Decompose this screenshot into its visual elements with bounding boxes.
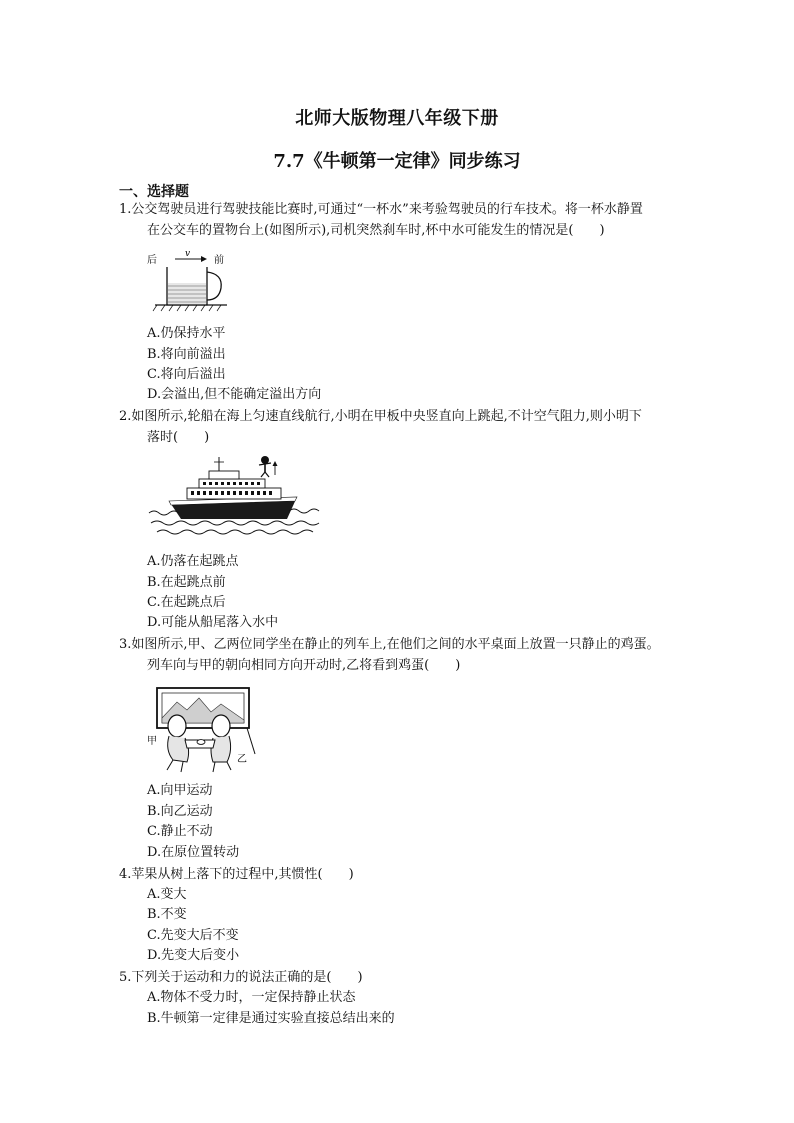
figure-label-jia: 甲 (147, 736, 157, 747)
ship-upper-deck (199, 479, 265, 488)
ship-bridge (209, 471, 239, 479)
egg-icon (197, 740, 205, 745)
question-3-option-b: B.向乙运动 (147, 804, 213, 819)
question-3-option-a: A.向甲运动 (147, 783, 213, 798)
question-2-text-cont: 落时( ) (147, 430, 210, 445)
velocity-arrowhead (201, 256, 207, 262)
section-heading: 一、选择题 (119, 184, 189, 200)
question-1-text: 1.公交驾驶员进行驾驶技能比赛时,可通过“一杯水”来考验驾驶员的行车技术。将一杯水静置 (119, 202, 643, 217)
question-4-option-b: B.不变 (147, 907, 187, 922)
question-1-text-cont: 在公交车的置物台上(如图所示),司机突然刹车时,杯中水可能发生的情况是( ) (147, 223, 605, 238)
question-4-text: 4.苹果从树上落下的过程中,其惯性( ) (119, 867, 354, 882)
question-2-option-d: D.可能从船尾落入水中 (147, 615, 279, 630)
question-3-option-c: C.静止不动 (147, 824, 213, 839)
question-2-option-c: C.在起跳点后 (147, 595, 226, 610)
question-5-text: 5.下列关于运动和力的说法正确的是( ) (119, 970, 363, 985)
figure-label-front: 前 (214, 255, 224, 266)
upward-arrowhead (273, 461, 278, 466)
question-1-option-a: A.仍保持水平 (147, 326, 226, 341)
question-1-option-d: D.会溢出,但不能确定溢出方向 (147, 387, 322, 402)
question-2-text: 2.如图所示,轮船在海上匀速直线航行,小明在甲板中央竖直向上跳起,不计空气阻力,则小明下 (119, 409, 642, 424)
question-5-option-a: A.物体不受力时，一定保持静止状态 (147, 990, 356, 1005)
figure-label-velocity: v (185, 249, 191, 259)
question-5-option-b: B.牛顿第一定律是通过实验直接总结出来的 (147, 1011, 395, 1026)
question-2-option-b: B.在起跳点前 (147, 575, 226, 590)
question-4-option-a: A.变大 (147, 887, 187, 902)
cup-handle (207, 272, 221, 300)
question-2-option-a: A.仍落在起跳点 (147, 554, 239, 569)
question-1-option-c: C.将向后溢出 (147, 367, 226, 382)
train-wall-line (247, 728, 255, 754)
question-4-option-c: C.先变大后不变 (147, 928, 239, 943)
question-3-option-d: D.在原位置转动 (147, 845, 240, 860)
question-4-option-d: D.先变大后变小 (147, 948, 240, 963)
document-subtitle: 7.7《牛顿第一定律》同步练习 (273, 151, 521, 172)
ship-at-sea-figure (147, 451, 327, 536)
figure-label-back: 后 (147, 255, 157, 266)
train-passengers-figure (147, 684, 257, 774)
shelf-hatching (153, 305, 221, 311)
figure-label-yi: 乙 (237, 754, 247, 765)
jumping-person-icon (259, 456, 271, 477)
question-3-text-cont: 列车向与甲的朝向相同方向开动时,乙将看到鸡蛋( ) (147, 658, 461, 673)
document-title: 北师大版物理八年级下册 (295, 108, 499, 129)
question-3-text: 3.如图所示,甲、乙两位同学坐在静止的列车上,在他们之间的水平桌面上放置一只静止的鸡蛋。 (119, 637, 660, 652)
question-1-option-b: B.将向前溢出 (147, 347, 226, 362)
cup-on-shelf-figure (147, 248, 247, 312)
